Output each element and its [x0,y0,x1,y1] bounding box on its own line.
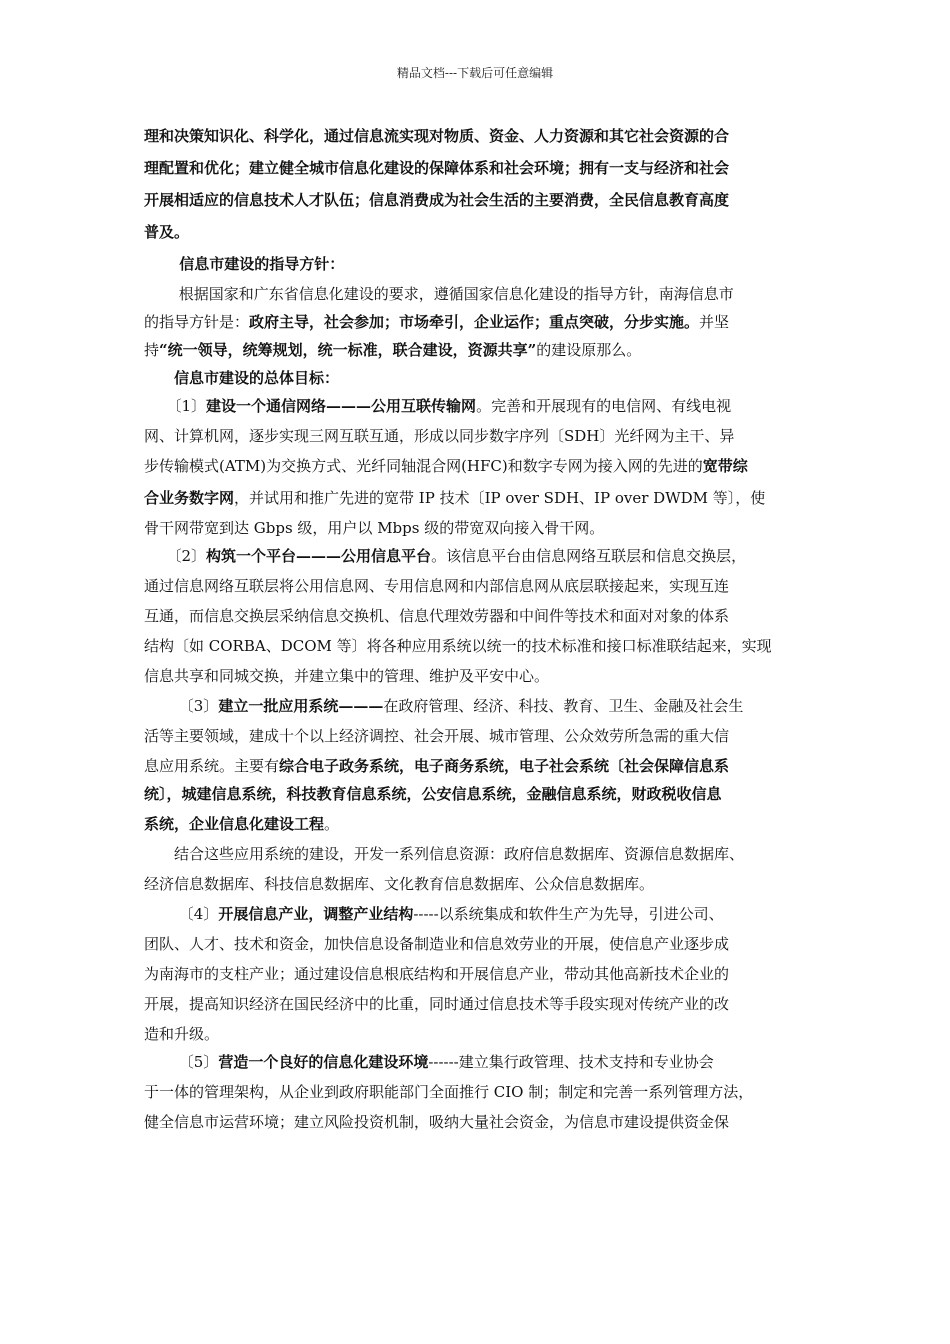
text-line [144,1112,812,1132]
text-span: 。该信息平台由信息网络互联层和信息交换层， [431,547,747,565]
text-line [144,518,812,538]
text-span: 互通，而信息交换层采纳信息交换机、信息代理效劳器和中间件等技术和面对对象的体系 [144,607,730,625]
text-line [144,696,812,716]
bold-text: 信息市建设的总体目标： [144,369,340,387]
text-span: 〔2〕 [144,547,207,565]
text-line [144,934,812,954]
text-line [144,904,812,924]
bold-text: 合业务数字网 [144,489,235,507]
text-span: 。完善和开展现有的电信网、有线电视 [476,397,732,415]
text-span: 活等主要领域，建成十个以上经济调控、社会开展、城市管理、公众效劳所急需的重大信 [144,727,730,745]
text-line [144,726,812,746]
text-span: 息应用系统。主要有 [144,757,280,775]
text-line [144,874,812,894]
text-span: 结合这些应用系统的建设，开发一系列信息资源：政府信息数据库、资源信息数据库、 [144,845,745,863]
text-span: 网、计算机网，逐步实现三网互联互通，形成以同步数字序列〔SDH〕光纤网为主干、异 [144,427,735,445]
text-span: 造和升级。 [144,1025,220,1043]
text-span: 〔1〕 [144,397,207,415]
bold-text: 理和决策知识化、科学化，通过信息流实现对物质、资金、人力资源和其它社会资源的合 [144,127,730,145]
text-span: 步传输模式(ATM)为交换方式、光纤同轴混合网(HFC)和数字专网为接入网的先进的 [144,457,703,475]
bold-text: 建设一个通信网络———公用互联传输网 [206,397,477,415]
text-line [144,606,812,626]
text-span: 的建设原那么。 [536,341,642,359]
bold-text: 构筑一个平台———公用信息平台 [206,547,432,565]
bold-text: 普及。 [144,223,190,241]
text-line [144,254,812,274]
text-span: 经济信息数据库、科技信息数据库、文化教育信息数据库、公众信息数据库。 [144,875,655,893]
text-span: ------建立集行政管理、技术支持和专业协会 [428,1053,714,1071]
text-line [144,756,812,776]
text-span: 在政府管理、经济、科技、教育、卫生、金融及社会生 [383,697,744,715]
text-span: 并坚 [699,313,730,331]
text-line [144,222,812,242]
text-span: 的指导方针是： [144,313,250,331]
text-line [144,1082,812,1102]
text-line [144,994,812,1014]
text-span: 信息共享和同城交换，并建立集中的管理、维护及平安中心。 [144,667,550,685]
text-span: 于一体的管理架构，从企业到政府职能部门全面推行 CIO 制；制定和完善一系列管理方法， [144,1083,754,1101]
text-line [144,426,812,446]
text-line [144,784,812,804]
text-span: 根据国家和广东省信息化建设的要求，遵循国家信息化建设的指导方针，南海信息市 [144,285,734,303]
text-line [144,488,812,508]
bold-text: 理配置和优化；建立健全城市信息化建设的保障体系和社会环境；拥有一支与经济和社会 [144,159,730,177]
bold-text: 系统，企业信息化建设工程 [144,815,325,833]
text-line [144,964,812,984]
page-header: 精品文档---下载后可任意编辑 [396,66,554,80]
text-span: 健全信息市运营环境；建立风险投资机制，吸纳大量社会资金，为信息市建设提供资金保 [144,1113,730,1131]
bold-text: 开展信息产业，调整产业结构 [218,905,414,923]
text-span: 结构〔如 CORBA、DCOM 等〕将各种应用系统以统一的技术标准和接口标准联结起来，实现 [144,637,772,655]
text-span: -----以系统集成和软件生产为先导，引进公司、 [413,905,724,923]
text-span: ，并试用和推广先进的宽带 IP 技术〔IP over SDH、IP over DWDM 等〕，使 [234,489,766,507]
text-span: 通过信息网络互联层将公用信息网、专用信息网和内部信息网从底层联接起来，实现互连 [144,577,730,595]
text-line [144,284,812,304]
text-span: 团队、人才、技术和资金，加快信息设备制造业和信息效劳业的开展，使信息产业逐步成 [144,935,730,953]
text-line [144,814,812,834]
text-line [144,158,812,178]
bold-text: 营造一个良好的信息化建设环境 [218,1053,429,1071]
text-span: 〔3〕 [144,697,219,715]
text-line [144,666,812,686]
text-line [144,340,812,360]
text-span: 为南海市的支柱产业；通过建设信息根底结构和开展信息产业，带动其他高新技术企业的 [144,965,730,983]
bold-text: 综合电子政务系统，电子商务系统，电子社会系统〔社会保障信息系 [279,757,730,775]
text-line [144,396,812,416]
bold-text: 宽带综 [702,457,748,475]
bold-text: 统〕，城建信息系统，科技教育信息系统，公安信息系统，金融信息系统，财政税收信息 [144,785,722,803]
bold-text: 政府主导，社会参加；市场牵引，企业运作；重点突破，分步实施。 [249,313,700,331]
bold-text: 建立一批应用系统——— [218,697,384,715]
bold-text: “统一领导，统筹规划，统一标准，联合建设，资源共享” [159,341,537,359]
text-line [144,1052,812,1072]
text-line [144,1024,812,1044]
text-line [144,312,812,332]
text-line [144,126,812,146]
text-span: 骨干网带宽到达 Gbps 级，用户以 Mbps 级的带宽双向接入骨干网。 [144,519,605,537]
text-line [144,636,812,656]
text-span: 〔5〕 [144,1053,219,1071]
text-line [144,190,812,210]
text-span: 开展，提高知识经济在国民经济中的比重，同时通过信息技术等手段实现对传统产业的改 [144,995,730,1013]
text-line [144,546,812,566]
text-span: 。 [324,815,340,833]
bold-text: 信息市建设的指导方针： [144,255,345,273]
text-line [144,368,812,388]
text-span: 持 [144,341,160,359]
text-line [144,576,812,596]
text-line [144,844,812,864]
bold-text: 开展相适应的信息技术人才队伍；信息消费成为社会生活的主要消费，全民信息教育高度 [144,191,730,209]
text-line [144,456,812,476]
text-span: 〔4〕 [144,905,219,923]
